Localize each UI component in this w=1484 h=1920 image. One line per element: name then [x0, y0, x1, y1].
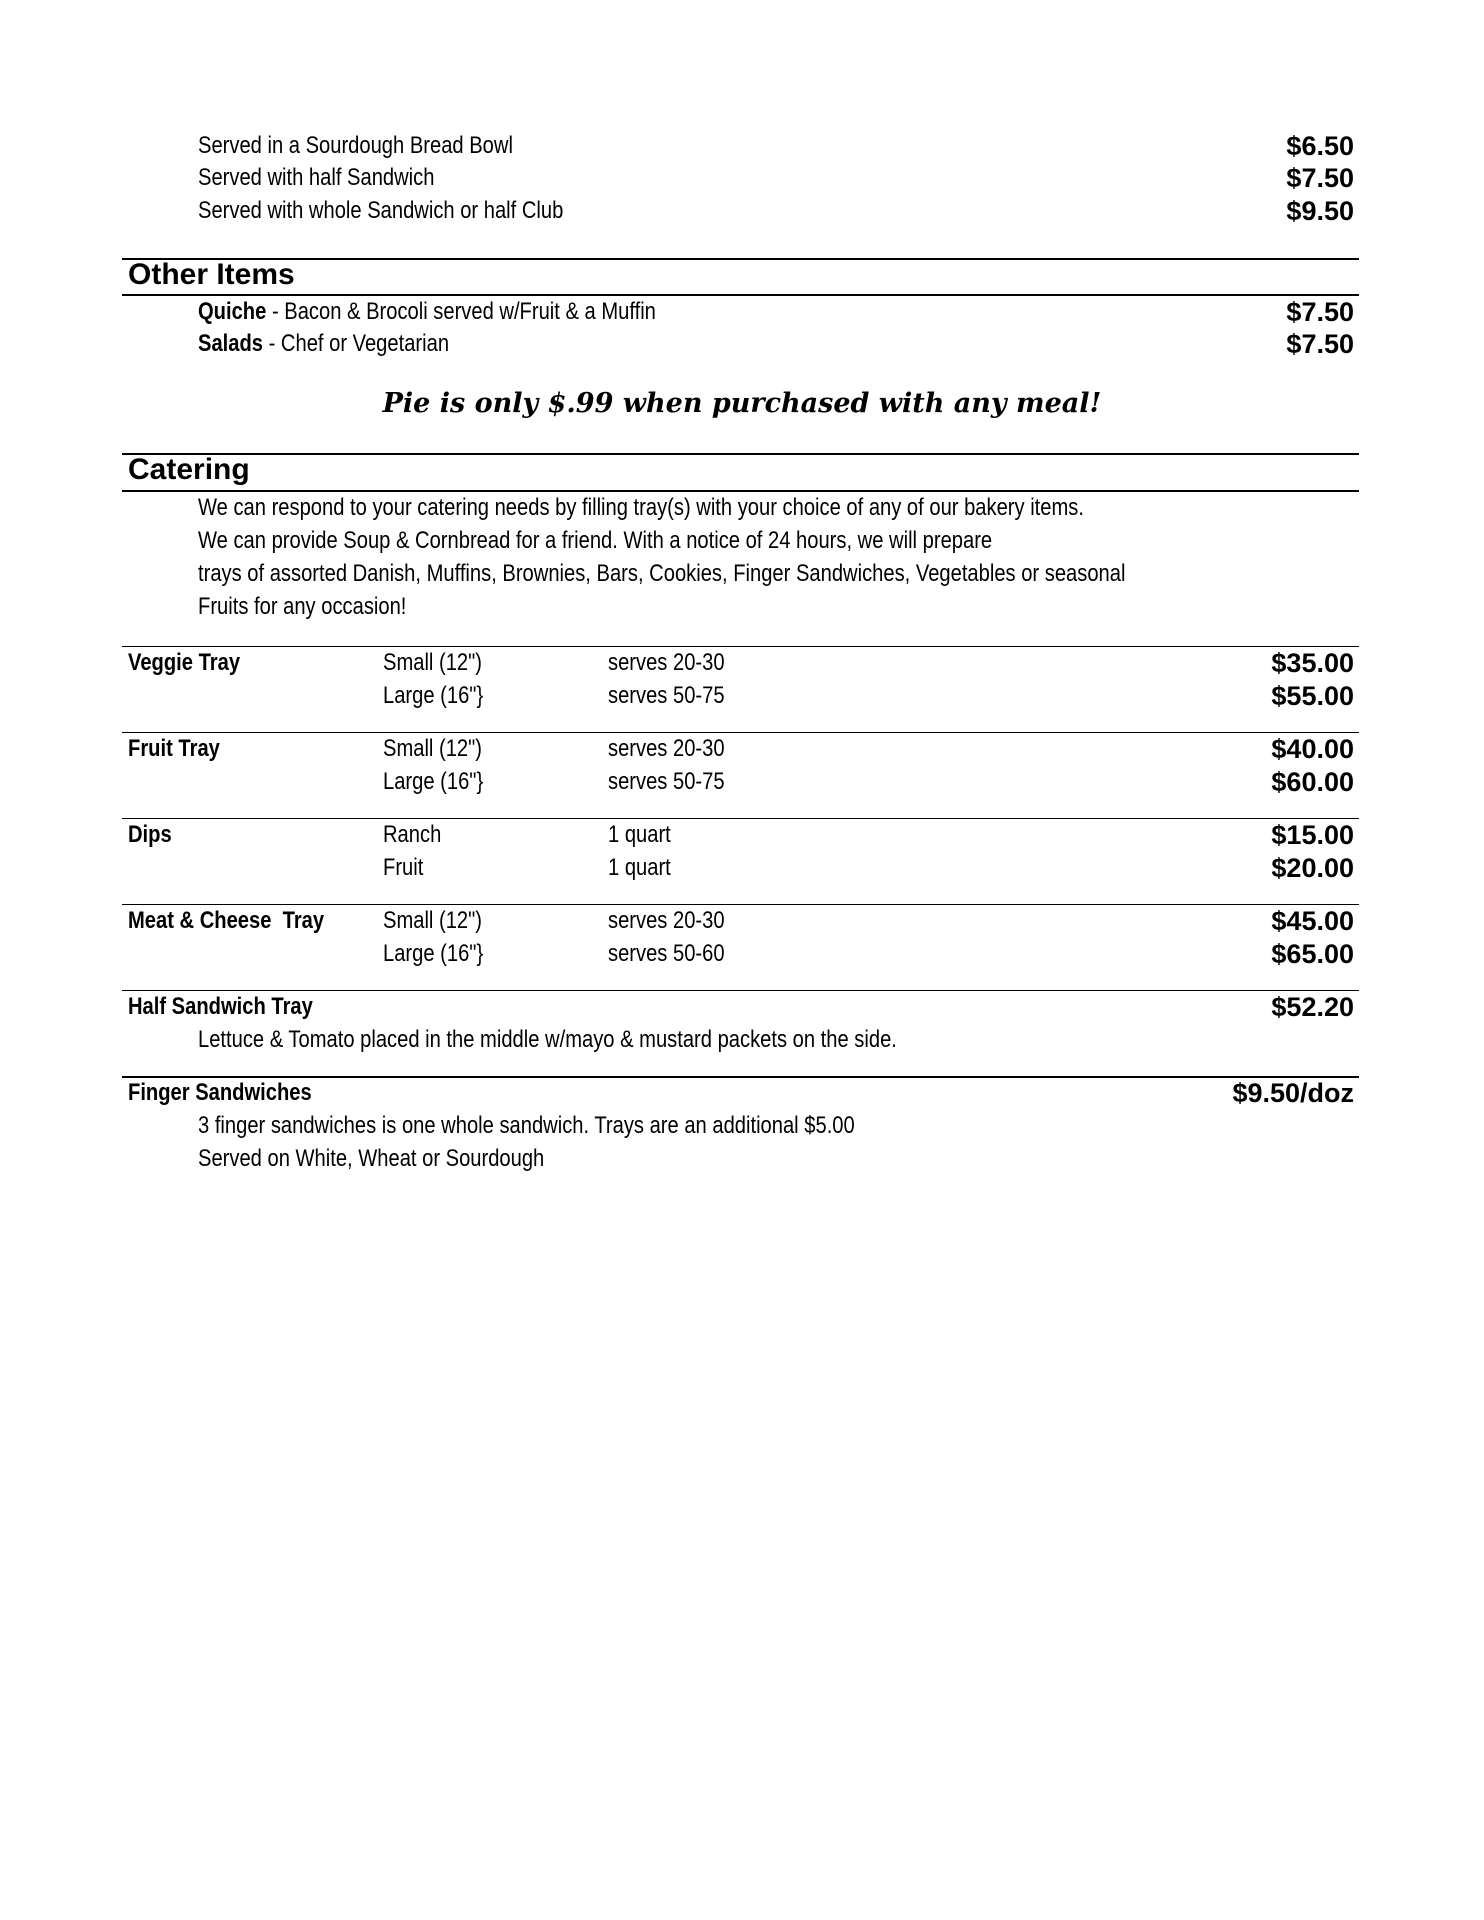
soup-option-label: Served with half Sandwich	[198, 164, 435, 191]
other-items-title: Other Items	[128, 258, 295, 291]
item-price: $7.50	[1286, 329, 1354, 359]
tray-serves: serves 20-30	[608, 649, 725, 676]
tray-price: $35.00	[1271, 648, 1354, 678]
soup-option-price: $7.50	[1286, 163, 1354, 193]
tray-size: Ranch	[383, 821, 442, 848]
tray-serves: serves 20-30	[608, 907, 725, 934]
item-price: $7.50	[1286, 297, 1354, 327]
tray-serves: serves 50-75	[608, 768, 725, 795]
section-rule	[122, 453, 1359, 455]
catering-description-line: We can provide Soup & Cornbread for a friend. With a notice of 24 hours, we will prepare	[198, 527, 993, 554]
tray-name: Dips	[128, 821, 172, 848]
tray-rule	[122, 818, 1359, 819]
finger-sandwiches-name: Finger Sandwiches	[128, 1079, 312, 1106]
tray-name: Meat & Cheese Tray	[128, 907, 325, 934]
finger-sandwiches-desc: 3 finger sandwiches is one whole sandwich. Trays are an additional $5.00	[198, 1112, 855, 1139]
tray-price: $20.00	[1271, 853, 1354, 883]
tray-size: Small (12")	[383, 649, 483, 676]
soup-option-price: $9.50	[1286, 196, 1354, 226]
finger-sandwiches-price: $9.50/doz	[1232, 1078, 1354, 1108]
tray-serves: 1 quart	[608, 821, 671, 848]
other-item-quiche	[198, 296, 656, 328]
tray-price: $60.00	[1271, 767, 1354, 797]
catering-description-line: We can respond to your catering needs by filling tray(s) with your choice of any of our bakery items.	[198, 494, 1084, 521]
tray-price: $55.00	[1271, 681, 1354, 711]
tray-serves: serves 50-75	[608, 682, 725, 709]
item-name: Quiche	[198, 298, 267, 325]
item-desc: - Bacon & Brocoli served w/Fruit & a Muffin	[266, 298, 656, 325]
tray-price: $40.00	[1271, 734, 1354, 764]
item-name: Salads	[198, 330, 264, 357]
half-sandwich-tray-desc: Lettuce & Tomato placed in the middle w/mayo & mustard packets on the side.	[198, 1026, 897, 1053]
finger-sandwiches-desc: Served on White, Wheat or Sourdough	[198, 1145, 545, 1172]
tray-size: Large (16"}	[383, 768, 484, 795]
tray-size: Fruit	[383, 854, 424, 881]
tray-size: Small (12")	[383, 735, 483, 762]
tray-serves: serves 20-30	[608, 735, 725, 762]
other-item-salads	[198, 328, 449, 360]
tray-rule	[122, 646, 1359, 647]
soup-option-label: Served with whole Sandwich or half Club	[198, 197, 564, 224]
half-sandwich-tray-name: Half Sandwich Tray	[128, 993, 313, 1020]
tray-size: Large (16"}	[383, 682, 484, 709]
tray-name: Fruit Tray	[128, 735, 220, 762]
tray-serves: serves 50-60	[608, 940, 725, 967]
half-sandwich-tray-price: $52.20	[1271, 992, 1354, 1022]
tray-size: Small (12")	[383, 907, 483, 934]
tray-name: Veggie Tray	[128, 649, 241, 676]
catering-description-line: trays of assorted Danish, Muffins, Brownies, Bars, Cookies, Finger Sandwiches, Vegetables or seasonal	[198, 560, 1126, 587]
pie-promo-note: Pie is only $.99 when purchased with any meal!	[382, 388, 1102, 419]
tray-price: $45.00	[1271, 906, 1354, 936]
catering-description-line: Fruits for any occasion!	[198, 593, 407, 620]
soup-option-label: Served in a Sourdough Bread Bowl	[198, 132, 513, 159]
item-desc: - Chef or Vegetarian	[263, 330, 450, 357]
soup-option-price: $6.50	[1286, 131, 1354, 161]
tray-price: $15.00	[1271, 820, 1354, 850]
tray-serves: 1 quart	[608, 854, 671, 881]
tray-rule	[122, 732, 1359, 733]
tray-price: $65.00	[1271, 939, 1354, 969]
section-rule	[122, 258, 1359, 260]
tray-size: Large (16"}	[383, 940, 484, 967]
catering-title: Catering	[128, 453, 250, 486]
